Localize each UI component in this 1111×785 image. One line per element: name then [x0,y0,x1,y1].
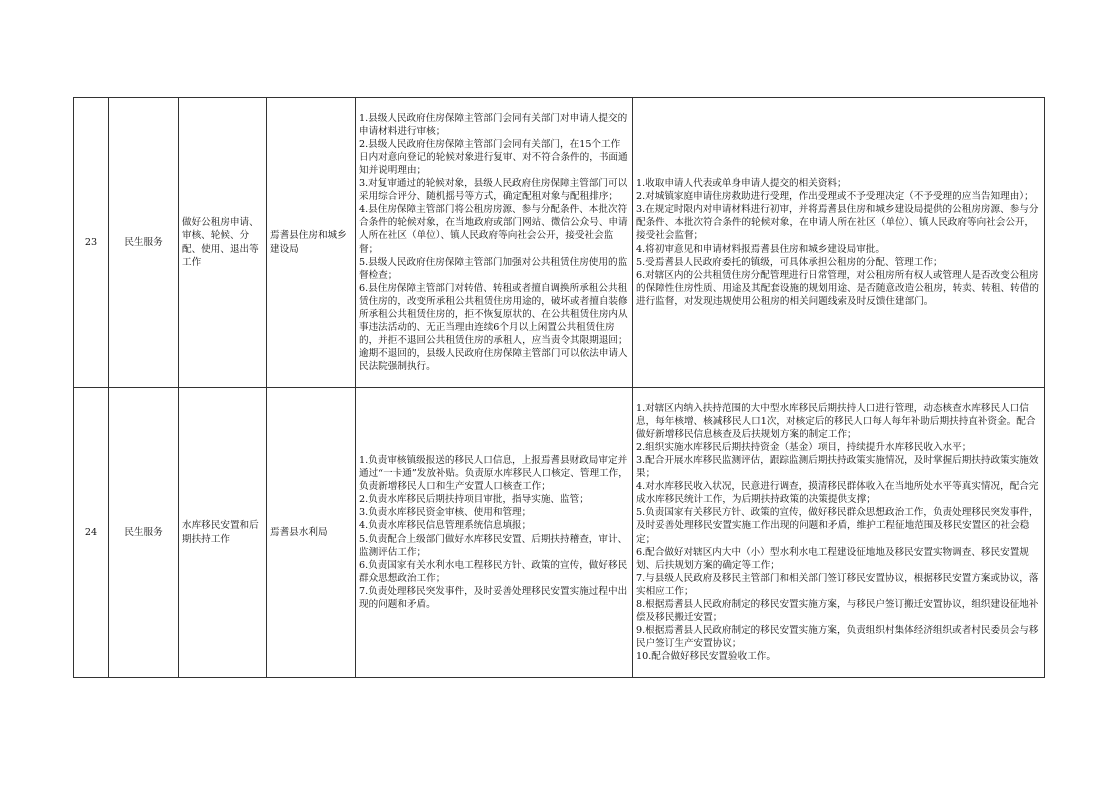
table-row [74,98,1045,388]
county-duties-cell: 1.县级人民政府住房保障主管部门会同有关部门对申请人提交的申请材料进行审核； 2.县级人民政府住房保障主管部门会同有关部门，在15个工作日内对意向登记的轮候对象进行复审、对不符合条件的，书面通知并说明理由； 3.对复审通过的轮候对象，县级人民政府住房保障主管部门可以采用综合评分、随机摇号等方式，确定配租对象与配租排序； 4.县住房保障主管部门将公租房房源、参与分配条件、本批次符合条件的轮候对象，在当地政府或部门网站、微信公众号、申请人所在社区（单位）、镇人民政府等向社会公开，接受社会监督； 5.县级人民政府住房保障主管部门加强对公共租赁住房使用的监督检查； 6.县住房保障主管部门对转借、转租或者擅自调换所承租公共租赁住房的，改变所承租公共租赁住房用途的，破坏或者擅自装修所承租公共租赁住房的，拒不恢复原状的、在公共租赁住房内从事违法活动的、无正当理由连续6个月以上闲置公共租赁住房的，并拒不退回公共租赁住房的承租人，应当责令其限期退回；逾期不退回的，县级人民政府住房保障主管部门可以依法申请人民法院强制执行。 [356,98,633,388]
department-cell: 焉耆县水利局 [267,388,356,678]
item-cell: 做好公租房申请、审核、轮候、分配、使用、退出等工作 [179,98,267,388]
department-cell: 焉耆县住房和城乡建设局 [267,98,356,388]
category-cell: 民生服务 [109,98,179,388]
item-cell: 水库移民安置和后期扶持工作 [179,388,267,678]
row-number: 23 [74,98,109,388]
duties-table [73,97,1045,678]
county-duties-cell: 1.负责审核镇级报送的移民人口信息，上报焉耆县财政局审定并通过“一卡通”发放补贴。负责原水库移民人口核定、管理工作，负责新增移民人口和生产安置人口核查工作； 2.负责水库移民后期扶持项目审批，指导实施、监管； 3.负责水库移民资金审核、使用和管理； 4.负责水库移民信息管理系统信息填报； 5.负责配合上级部门做好水库移民安置、后期扶持稽查，审计、监测评估工作； 6.负责国家有关水利水电工程移民方针、政策的宣传，做好移民群众思想政治工作； 7.负责处理移民突发事件，及时妥善处理移民安置实施过程中出现的问题和矛盾。 [356,388,633,678]
table-row [74,388,1045,678]
category-cell: 民生服务 [109,388,179,678]
town-duties-cell: 1.对辖区内纳入扶持范围的大中型水库移民后期扶持人口进行管理，动态核查水库移民人口信息，每年核增、核减移民人口1次，对核定后的移民人口每人每年补助后期扶持直补资金。配合做好新增移民信息核查及后扶规划方案的制定工作； 2.组织实施水库移民后期扶持资金（基金）项目，持续提升水库移民收入水平； 3.配合开展水库移民监测评估，跟踪监测后期扶持政策实施情况，及时掌握后期扶持政策实施效果； 4.对水库移民收入状况，民意进行调查，摸清移民群体收入在当地所处水平等真实情况，配合完成水库移民统计工作，为后期扶持政策的决策提供支撑； 5.负责国家有关移民方针、政策的宣传，做好移民群众思想政治工作，负责处理移民突发事件，及时妥善处理移民安置实施工作出现的问题和矛盾，维护工程征地范围及移民安置区的社会稳定； 6.配合做好对辖区内大中（小）型水利水电工程建设征地地及移民安置实物调查、移民安置规划、后扶规划方案的确定等工作； 7.与县级人民政府及移民主管部门和相关部门签订移民安置协议，根据移民安置方案或协议，落实相应工作； 8.根据焉耆县人民政府制定的移民安置实施方案，与移民户签订搬迁安置协议，组织建设征地补偿及移民搬迁安置； 9.根据焉耆县人民政府制定的移民安置实施方案，负责组织村集体经济组织或者村民委员会与移民户签订生产安置协议； 10.配合做好移民安置验收工作。 [633,388,1045,678]
town-duties-cell: 1.收取申请人代表或单身申请人提交的相关资料； 2.对城镇家庭申请住房救助进行受理，作出受理或不予受理决定（不予受理的应当告知理由）； 3.在规定时限内对申请材料进行初审，并将焉耆县住房和城乡建设局提供的公租房房源、参与分配条件、本批次符合条件的轮候对象，在申请人所在社区（单位）、镇人民政府等向社会公开，接受社会监督； 4.将初审意见和申请材料报焉耆县住房和城乡建设局审批。 5.受焉耆县人民政府委托的镇级，可具体承担公租房的分配、管理工作； 6.对辖区内的公共租赁住房分配管理进行日常管理，对公租房所有权人或管理人是否改变公租房的保障性住房性质、用途及其配套设施的规划用途、是否随意改造公租房，转卖、转租、转借的进行监督，对发现违规使用公租房的相关问题线索及时反馈住建部门。 [633,98,1045,388]
row-number: 24 [74,388,109,678]
